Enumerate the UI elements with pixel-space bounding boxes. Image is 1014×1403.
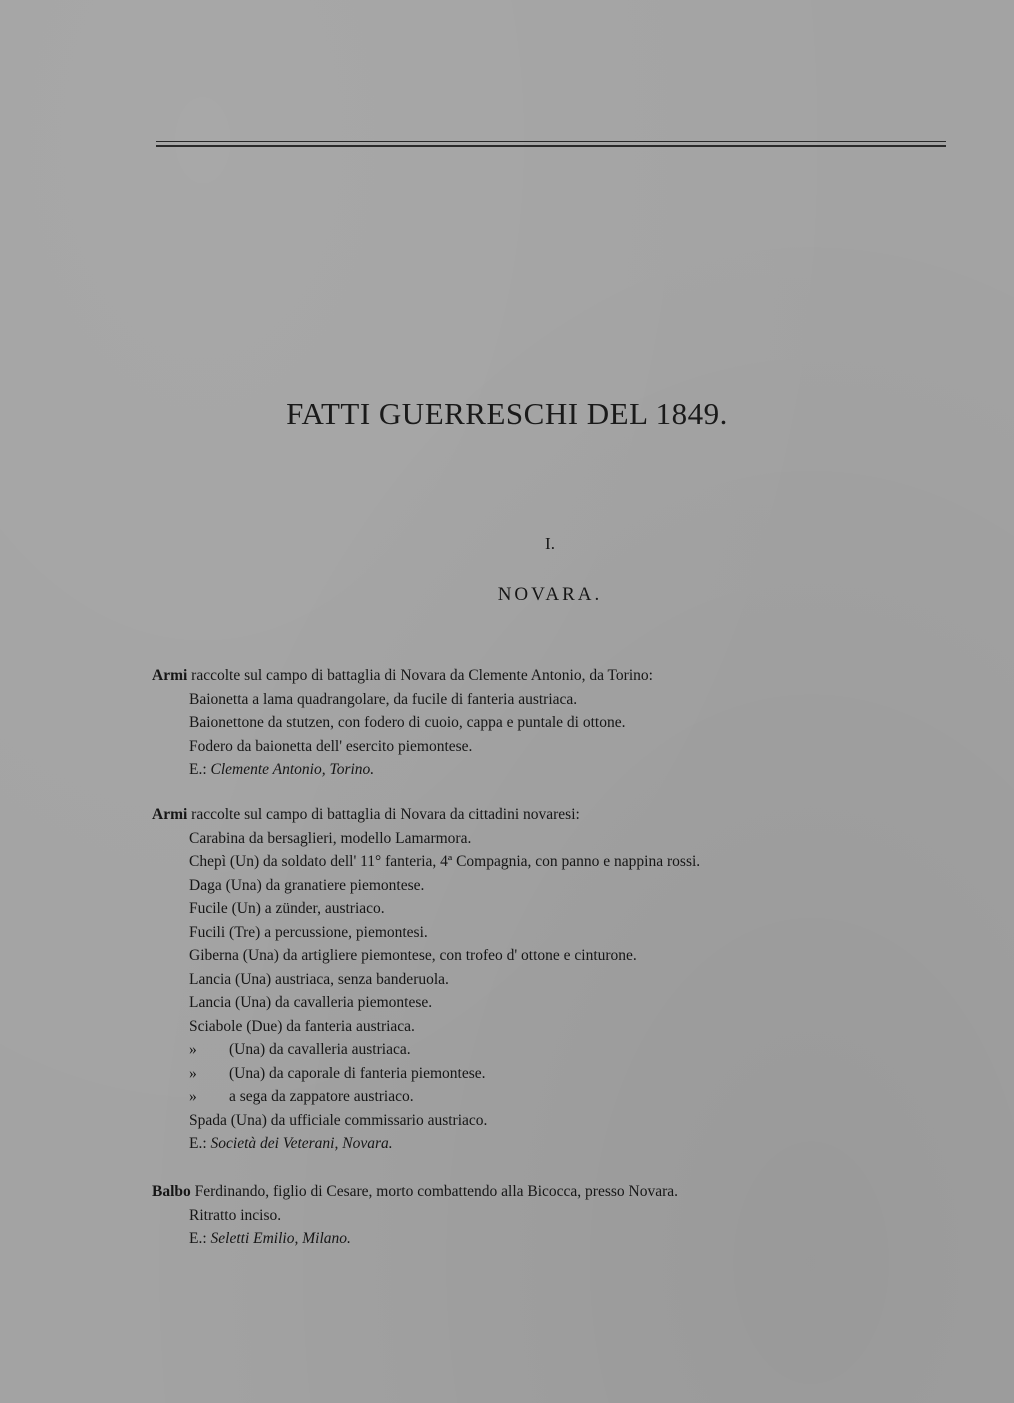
catalog-entry xyxy=(152,1180,678,1251)
entry-item: Carabina da bersaglieri, modello Lamarmora. xyxy=(189,829,472,847)
entry-ditto-item xyxy=(189,1085,700,1109)
entry-item: Fucili (Tre) a percussione, piemontesi. xyxy=(189,923,428,941)
ditto-text: (Una) da cavalleria austriaca. xyxy=(229,1041,411,1058)
exhibitor-name: Clemente Antonio, Torino. xyxy=(210,761,375,778)
entry-lead: Balbo xyxy=(152,1183,191,1200)
entry-item: Baionetta a lama quadrangolare, da fucile di fanteria austriaca. xyxy=(189,690,578,708)
top-rule-thick xyxy=(156,145,946,147)
exhibitor-name: Società dei Veterani, Novara. xyxy=(210,1135,393,1152)
entry-item: Daga (Una) da granatiere piemontese. xyxy=(189,876,425,894)
entry-item: Fodero da baionetta dell' esercito piemontese. xyxy=(189,737,473,755)
entry-item: Spada (Una) da ufficiale commissario austriaco. xyxy=(189,1111,488,1129)
entry-item: Lancia (Una) da cavalleria piemontese. xyxy=(189,994,433,1011)
entry-exhibitor xyxy=(189,758,653,782)
exhibitor-prefix: E.: xyxy=(189,761,207,778)
catalog-entry xyxy=(152,664,653,782)
ditto-mark: » xyxy=(189,1041,197,1058)
entry-item: Ritratto inciso. xyxy=(189,1206,282,1224)
entry-lead: Armi xyxy=(152,806,188,823)
ditto-mark: » xyxy=(189,1064,197,1082)
ditto-mark: » xyxy=(189,1088,197,1105)
page-title: FATTI GUERRESCHI DEL 1849. xyxy=(286,396,728,431)
entry-item: Baionettone da stutzen, con fodero di cuoio, cappa e puntale di ottone. xyxy=(189,714,626,731)
ditto-text: a sega da zappatore austriaco. xyxy=(229,1088,414,1105)
entry-ditto-item xyxy=(189,1062,700,1086)
entry-item: Lancia (Una) austriaca, senza banderuola. xyxy=(189,970,449,988)
top-rule xyxy=(156,141,946,142)
entry-text: raccolte sul campo di battaglia di Novara da Clemente Antonio, da Torino: xyxy=(191,667,653,684)
entry-item: Fucile (Un) a zünder, austriaco. xyxy=(189,900,385,917)
entry-ditto-item xyxy=(189,1038,700,1062)
entry-item: Chepì (Un) da soldato dell' 11° fanteria, 4ª Compagnia, con panno e nappina rossi. xyxy=(189,853,701,870)
exhibitor-name: Seletti Emilio, Milano. xyxy=(210,1230,351,1247)
entry-exhibitor xyxy=(189,1132,700,1156)
ditto-text: (Una) da caporale di fanteria piemontese. xyxy=(229,1064,486,1082)
entry-text: raccolte sul campo di battaglia di Novara da cittadini novaresi: xyxy=(191,806,580,823)
section-number: I. xyxy=(545,534,555,553)
exhibitor-prefix: E.: xyxy=(189,1135,207,1152)
entry-heading xyxy=(152,1180,678,1204)
entry-item: Giberna (Una) da artigliere piemontese, con trofeo d' ottone e cinturone. xyxy=(189,947,637,964)
catalog-entry xyxy=(152,803,700,1156)
entry-heading xyxy=(152,803,700,827)
entry-heading xyxy=(152,664,653,688)
entry-item: Sciabole (Due) da fanteria austriaca. xyxy=(189,1017,415,1035)
entry-exhibitor xyxy=(189,1227,678,1251)
entry-text: Ferdinando, figlio di Cesare, morto combattendo alla Bicocca, presso Novara. xyxy=(194,1183,679,1200)
entry-lead: Armi xyxy=(152,667,188,684)
section-title: NOVARA. xyxy=(497,584,603,605)
exhibitor-prefix: E.: xyxy=(189,1230,207,1247)
